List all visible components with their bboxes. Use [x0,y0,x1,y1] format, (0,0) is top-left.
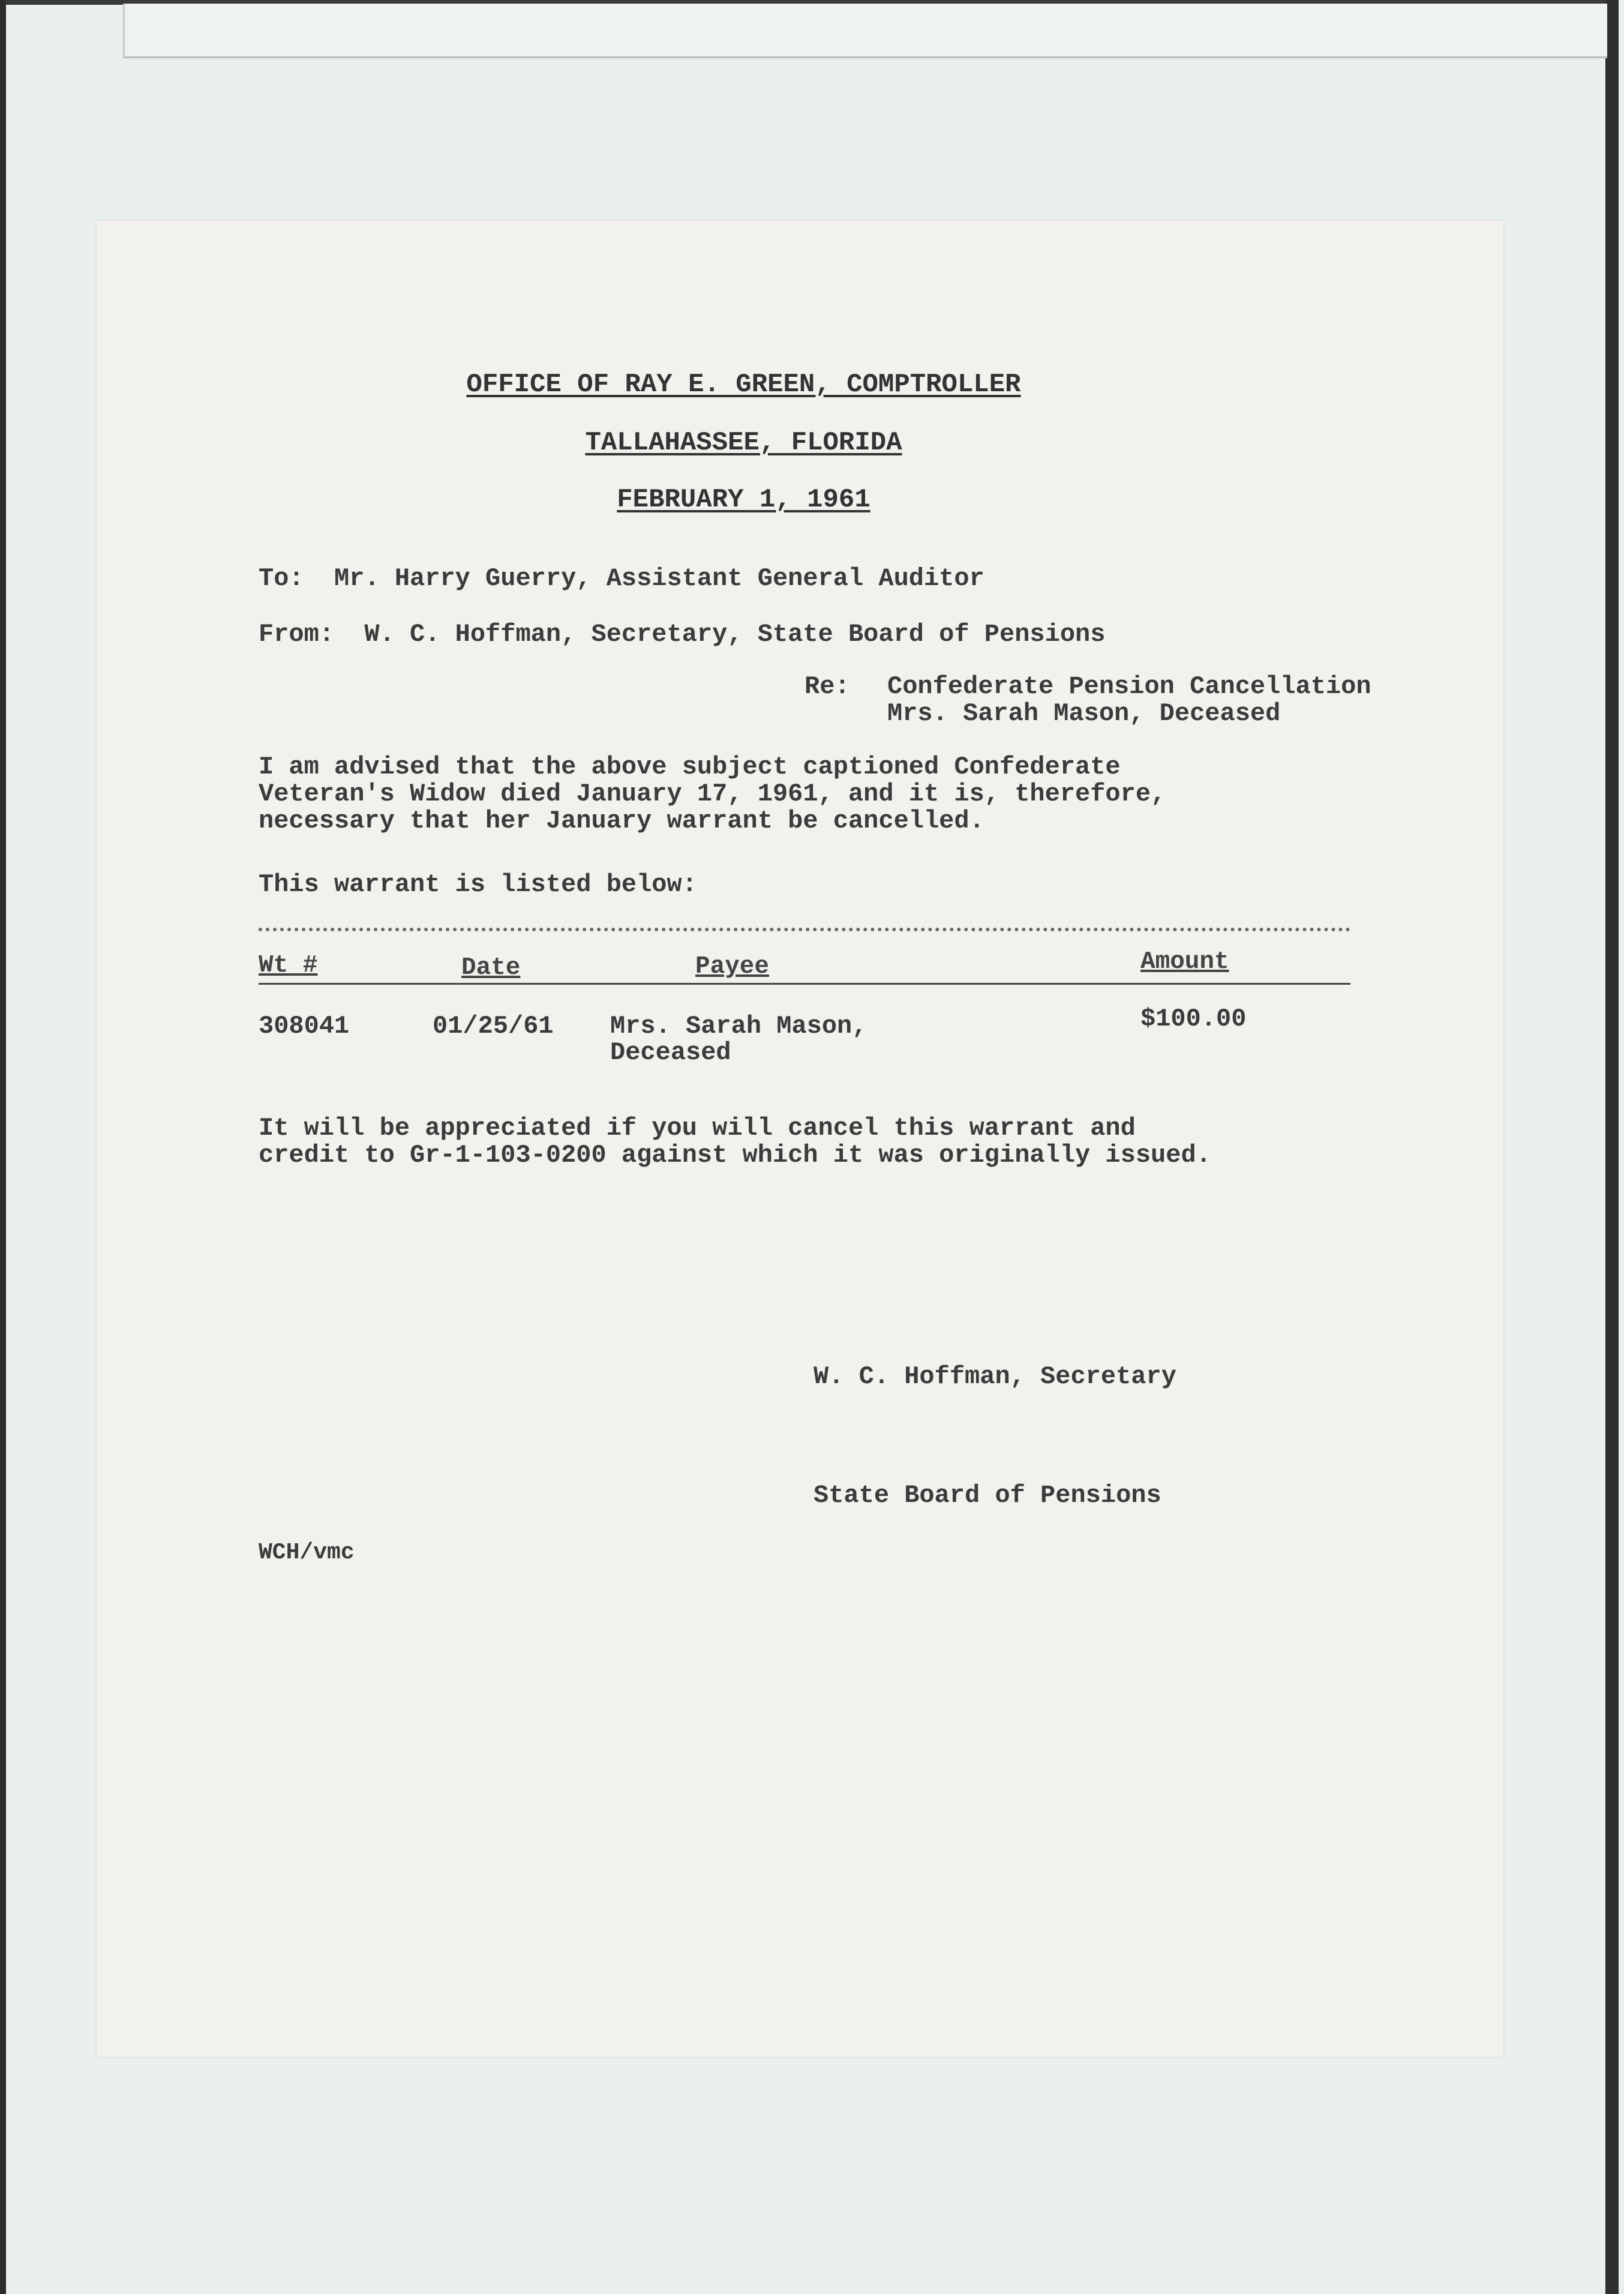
scan-border-right [1605,0,1619,2294]
table-intro: This warrant is listed below: [259,870,697,899]
row-warrant-number: 308041 [259,1012,350,1040]
col-header-amount: Amount [1140,948,1229,976]
signature-organization: State Board of Pensions [813,1481,1161,1510]
body-paragraph-request: It will be appreciated if you will cancel this warrant and credit to Gr-1-103-0200 against which it was originally issued. [259,1114,1211,1170]
row-payee-status: Deceased [610,1038,731,1067]
letterhead-date: FEBRUARY 1, 1961 [617,485,870,515]
row-payee: Mrs. Sarah Mason, [610,1012,867,1040]
col-header-wt: Wt # [259,952,318,979]
table-top-rule [259,928,1350,931]
letterhead-city: TALLAHASSEE, FLORIDA [585,428,902,458]
scan-border-left [0,0,6,2294]
body-paragraph-advisory: I am advised that the above subject captioned Confederate Veteran's Widow died January 17, 1961, and it is, therefore, necessary that her January warrant be cancelled. [259,752,1166,835]
signature-name: W. C. Hoffman, Secretary [813,1362,1176,1391]
table-header-rule [259,983,1350,985]
memo-re-subject: Confederate Pension Cancellation [887,672,1371,701]
memo-from: From: W. C. Hoffman, Secretary, State Board of Pensions [259,620,1106,649]
memo-re-label: Re: [805,672,850,701]
letterhead-office: OFFICE OF RAY E. GREEN, COMPTROLLER [466,370,1021,400]
col-header-date: Date [461,954,521,982]
row-amount: $100.00 [1140,1004,1247,1033]
row-date: 01/25/61 [433,1012,554,1040]
document-page [97,221,1503,2057]
typist-initials: WCH/vmc [259,1540,355,1566]
memo-to: To: Mr. Harry Guerry, Assistant General Auditor [259,564,984,593]
backing-paper-edge [123,4,1607,58]
col-header-payee: Payee [695,953,770,980]
memo-re-person: Mrs. Sarah Mason, Deceased [887,699,1281,728]
